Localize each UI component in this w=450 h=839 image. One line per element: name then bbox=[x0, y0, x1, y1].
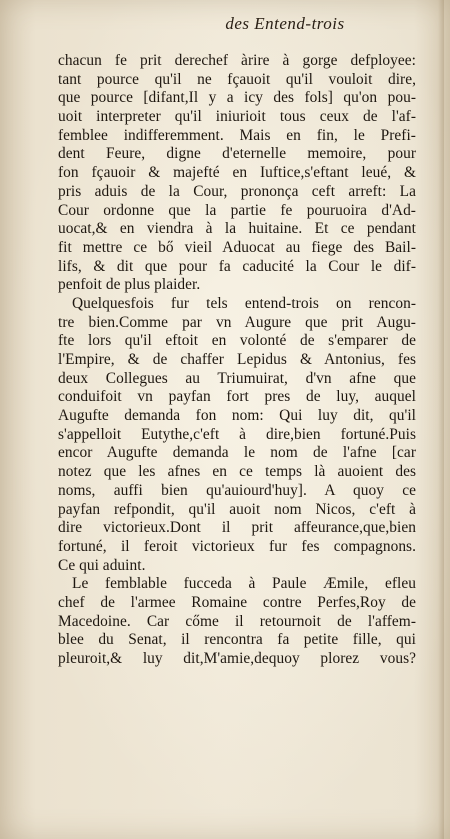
text-line: chef de l'armee Romaine contre Perfes,Roy de bbox=[58, 593, 416, 611]
text-line: chacun fe prit derechef àrire à gorge defployee: bbox=[58, 52, 416, 69]
body-text bbox=[58, 52, 416, 669]
text-line: s'appelloit Eutythe,c'eft à dire,bien fortuné.Puis bbox=[58, 425, 416, 443]
text-line: dire victorieux.Dont il prit affeurance,que,bien bbox=[58, 519, 416, 537]
text-line: blee du Senat, il rencontra fa petite fille, qui bbox=[58, 631, 416, 649]
text-line: lifs, & dit que pour fa caducité la Cour le dif- bbox=[58, 257, 416, 275]
text-line: Macedoine. Car cőme il retournoit de l'affem- bbox=[58, 612, 416, 630]
text-line: payfan refpondit, qu'il auoit nom Nicos, c'eft à bbox=[58, 500, 416, 518]
text-line: uocat,& en viendra à la huitaine. Et ce pendant bbox=[58, 220, 416, 238]
text-line: tre bien.Comme par vn Augure que prit Augu- bbox=[58, 313, 416, 331]
text-line: deux Collegues au Triumuirat, d'vn afne que bbox=[58, 369, 416, 387]
running-head: des Entend-trois bbox=[225, 14, 345, 33]
text-line: noms, auffi bien qu'auiourd'huy]. A quoy ce bbox=[58, 481, 416, 499]
text-line: Augufte demanda fon nom: Qui luy dit, qu'il bbox=[58, 407, 416, 425]
text-line: que pource [difant,Il y a icy des fols] qu'on pou- bbox=[58, 89, 416, 107]
text-line: Cour ordonne que la partie fe pouruoira d'Ad- bbox=[58, 201, 416, 219]
text-line: fte lors qu'il eftoit en volonté de s'emparer de bbox=[58, 332, 416, 350]
text-line: dent Feure, digne d'eternelle memoire, pour bbox=[58, 145, 416, 163]
text-line: femblee indifferemment. Mais en fin, le Prefi- bbox=[58, 126, 416, 144]
text-line: fon fçauoir & majefté en Iuftice,s'eftant leué, & bbox=[58, 164, 416, 182]
text-line: pleuroit,& luy dit,M'amie,dequoy plorez vous? bbox=[58, 650, 416, 667]
page-edge-shadow bbox=[438, 0, 444, 839]
text-line: encor Augufte demanda le nom de l'afne [car bbox=[58, 444, 416, 462]
text-line: l'Empire, & de chaffer Lepidus & Antonius, fes bbox=[58, 351, 416, 368]
text-line: fortuné, il feroit victorieux fur fes compagnons. bbox=[58, 537, 416, 555]
text-line: conduifoit vn payfan fort pres de luy, auquel bbox=[58, 388, 416, 406]
text-line: pris aduis de la Cour, prononça ceft arreft: La bbox=[58, 182, 416, 200]
text-line: Quelquesfois fur tels entend-trois on rencon- bbox=[72, 294, 416, 312]
text-line: fit mettre ce bő vieil Aduocat au fiege des Bail- bbox=[58, 238, 416, 256]
text-line: Le femblable fucceda à Paule Æmile, efleu bbox=[72, 575, 416, 593]
text-line: notez que les afnes en ce temps là auoient des bbox=[58, 463, 416, 481]
text-line: penfoit de plus plaider. bbox=[58, 276, 201, 294]
text-line: Ce qui aduint. bbox=[58, 556, 146, 574]
text-line: uoit interpreter qu'il iniurioit tous ceux de l'af- bbox=[58, 108, 416, 126]
text-line: tant pource qu'il ne fçauoit qu'il vouloit dire, bbox=[58, 70, 416, 88]
